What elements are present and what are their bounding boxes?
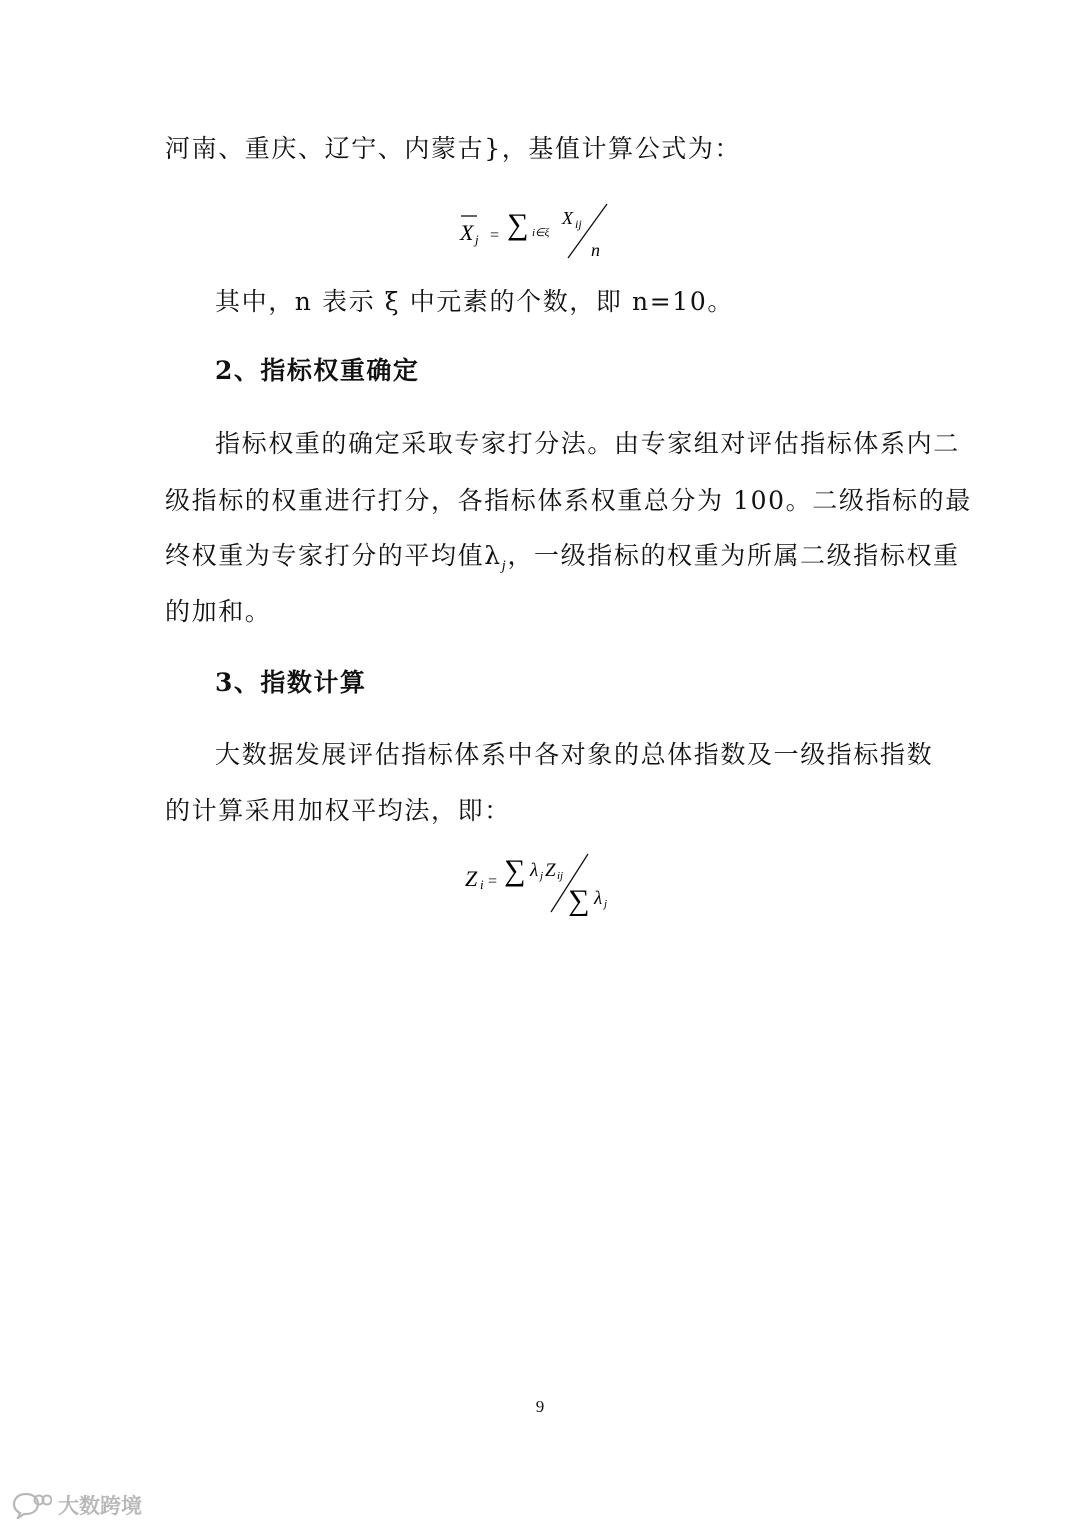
formula-numerator-z: Z — [545, 860, 556, 881]
formula-numerator-x: X — [562, 208, 573, 228]
formula-denominator-lambda: λ — [594, 888, 603, 909]
formula-sum-symbol: ∑ — [504, 854, 526, 887]
section-heading: 3、指数计算 — [215, 668, 367, 697]
formula-lhs-sub: j — [475, 232, 479, 247]
paragraph-segment: 终权重为专家打分的平均值λ — [165, 541, 502, 570]
paragraph-segment: ，一级指标的权重为所属二级指标权重 — [507, 541, 960, 570]
formula-numerator-lambda: λ — [530, 860, 539, 881]
section-heading: 2、指标权重确定 — [215, 356, 420, 385]
formula-numerator-sub: ij — [575, 217, 582, 231]
formula-equals: = — [487, 873, 498, 890]
paragraph-line: 指标权重的确定采取专家打分法。由专家组对评估指标体系内二 — [215, 429, 960, 458]
formula-lhs-z: Z — [465, 866, 478, 891]
formula-sum-sub: i∈ξ — [532, 227, 550, 239]
chat-bubble-logo-icon — [12, 1491, 52, 1519]
formula-lhs-sub: i — [480, 877, 484, 892]
base-value-formula — [455, 200, 635, 262]
watermark — [12, 1490, 142, 1520]
formula-sum-symbol-denominator: ∑ — [568, 884, 590, 916]
weighted-average-formula — [460, 846, 630, 916]
paragraph-line: 河南、重庆、辽宁、内蒙古}，基值计算公式为： — [165, 134, 742, 163]
formula-sum-symbol: ∑ — [507, 208, 529, 241]
paragraph-line: 的计算采用加权平均法，即： — [165, 796, 511, 825]
lambda-subscript: j — [501, 558, 508, 574]
paragraph-line: 级指标的权重进行打分，各指标体系权重总分为 100。二级指标的最 — [165, 486, 972, 515]
paragraph-line — [165, 541, 960, 575]
paragraph-line: 其中，n 表示 ξ 中元素的个数，即 n=10。 — [215, 287, 734, 316]
formula-numerator-z-sub: ij — [557, 870, 564, 882]
formula-denominator: n — [591, 240, 600, 260]
page-number: 9 — [535, 1397, 545, 1416]
formula-lhs-x: X — [460, 220, 474, 245]
formula-denominator-lambda-sub: j — [604, 898, 608, 910]
watermark-text: 大数跨境 — [58, 1494, 142, 1518]
paragraph-line: 大数据发展评估指标体系中各对象的总体指数及一级指标指数 — [215, 740, 934, 769]
formula-numerator-lambda-sub: j — [540, 870, 544, 882]
formula-equals: = — [489, 227, 500, 244]
paragraph-line: 的加和。 — [165, 597, 272, 626]
